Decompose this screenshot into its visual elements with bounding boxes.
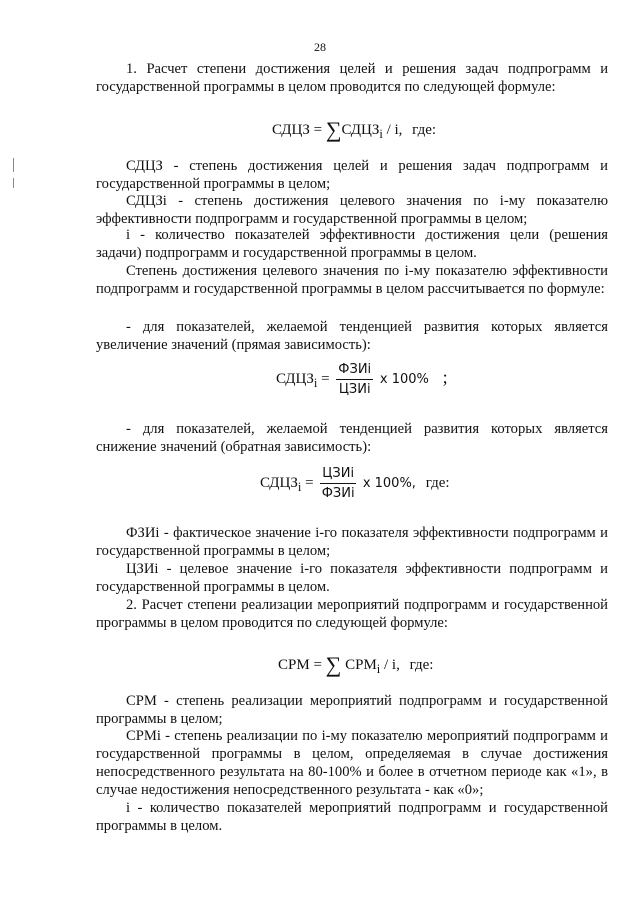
page-number: 28 bbox=[314, 40, 326, 54]
formula-end: ; bbox=[442, 366, 448, 387]
definition-fzi: ФЗИi - фактическое значение i-го показателя эффективности подпрограмм и государственной программы в целом; bbox=[96, 525, 608, 559]
definition-i-measures: i - количество показателей мероприятий подпрограмм и государственной программы в целом. bbox=[96, 800, 608, 834]
formula-subscript: i bbox=[376, 662, 381, 676]
sum-symbol: ∑ bbox=[325, 117, 342, 142]
definition-sdcz: СДЦЗ - степень достижения целей и решения задач подпрограмм и государственной программы в целом; bbox=[96, 158, 608, 192]
formula-sdcz bbox=[272, 117, 436, 143]
formula-eq: = bbox=[321, 370, 330, 387]
definition-srm: СРМ - степень реализации мероприятий подпрограмм и государственной программы в целом; bbox=[96, 693, 608, 727]
formula-lhs: СРМ bbox=[278, 657, 310, 673]
formula-term: СДЦЗ bbox=[341, 122, 380, 138]
formula-subscript: i bbox=[297, 479, 302, 494]
fraction-denominator: ЦЗИi bbox=[338, 382, 371, 397]
paragraph-4: - для показателей, желаемой тенденцией развития которых является снижение значений (обратная зависимость): bbox=[96, 421, 608, 455]
fraction-numerator: ЦЗИi bbox=[320, 466, 356, 484]
paragraph-5: 2. Расчет степени реализации мероприятий подпрограмм и государственной программы в целом проводится по следующей формуле: bbox=[96, 597, 608, 631]
formula-note: где: bbox=[409, 657, 434, 673]
formula-tail: / i, bbox=[382, 122, 403, 138]
paragraph-2: Степень достижения целевого значения по i-му показателю эффективности подпрограмм и государственной программы в целом рассчитывается по формуле: bbox=[96, 263, 608, 297]
definition-i: i - количество показателей эффективности достижения цели (решения задачи) подпрограмм и государственной программы в целом. bbox=[96, 227, 608, 261]
formula-eq: = bbox=[313, 122, 323, 138]
formula-subscript: i bbox=[313, 375, 318, 390]
sum-symbol: ∑ bbox=[325, 652, 342, 677]
formula-lhs: СДЦЗ bbox=[260, 474, 298, 491]
formula-multiplier: x 100%, bbox=[362, 475, 416, 491]
fraction bbox=[336, 362, 373, 397]
formula-direct bbox=[276, 362, 448, 397]
formula-lhs: СДЦЗ bbox=[276, 370, 314, 387]
definition-sdcz-i: СДЦЗi - степень достижения целевого значения по i-му показателю эффективности подпрограмм и государственной программы в целом; bbox=[96, 193, 608, 227]
formula-note: где: bbox=[412, 122, 437, 138]
formula-multiplier: x 100% bbox=[379, 371, 429, 387]
scan-edge-mark bbox=[13, 158, 14, 172]
paragraph-1: 1. Расчет степени достижения целей и решения задач подпрограмм и государственной программы в целом проводится по следующей формуле: bbox=[96, 61, 608, 95]
formula-subscript: i bbox=[379, 127, 383, 141]
formula-eq: = bbox=[305, 474, 314, 491]
formula-inverse bbox=[260, 466, 450, 501]
formula-lhs: СДЦЗ bbox=[272, 122, 310, 138]
fraction-denominator: ФЗИi bbox=[321, 486, 355, 501]
formula-note: где: bbox=[425, 474, 450, 491]
formula-term: СРМ bbox=[345, 657, 377, 673]
fraction bbox=[320, 466, 356, 501]
paragraph-3: - для показателей, желаемой тенденцией развития которых является увеличение значений (прямая зависимость): bbox=[96, 319, 608, 353]
definition-czi: ЦЗИi - целевое значение i-го показателя эффективности подпрограмм и государственной программы в целом. bbox=[96, 561, 608, 595]
definition-srm-i: СРМi - степень реализации по i-му показателю мероприятий подпрограмм и государственной программы в целом, определяемая в случае достижения непосредственного результата на 80-100% и более в отчетном периоде как «1», в случае недостижения непосредственного результата - как «0»; bbox=[96, 728, 608, 798]
formula-eq: = bbox=[313, 657, 322, 673]
formula-tail: / i, bbox=[380, 657, 400, 673]
fraction-numerator: ФЗИi bbox=[336, 362, 373, 380]
scan-edge-mark bbox=[13, 178, 14, 188]
formula-srm bbox=[278, 652, 433, 678]
